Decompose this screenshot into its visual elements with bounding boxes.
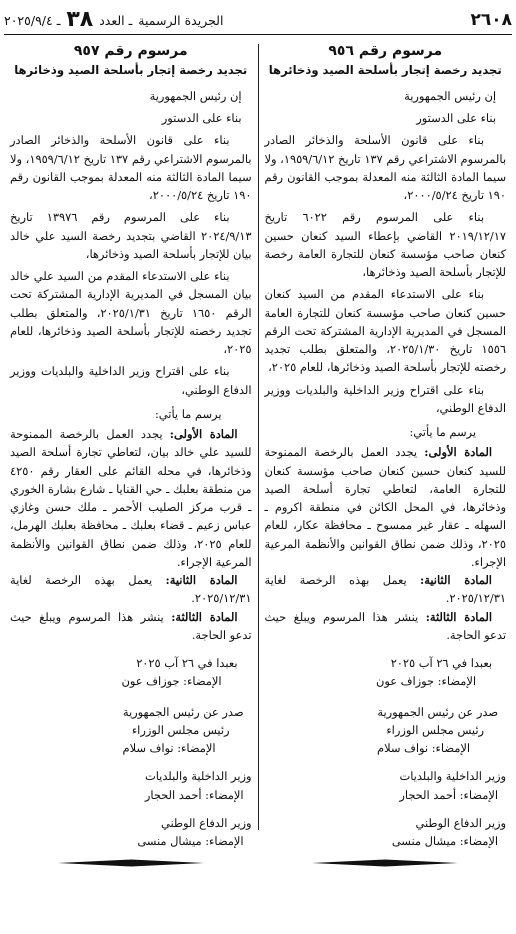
end-ornament-icon	[310, 858, 460, 868]
pm-title: رئيس مجلس الوزراء	[386, 722, 484, 737]
signature-block	[265, 703, 507, 851]
article-label: المادة الثانية:	[165, 573, 238, 587]
president-signature: الإمضاء: جوزاف عون	[121, 674, 222, 689]
end-ornament	[265, 858, 507, 868]
preamble-paragraph: بناء على قانون الأسلحة والذخائر الصادر بالمرسوم الاشتراعي رقم ١٣٧ تاريخ ١٩٥٩/٦/١٢، ولا سيما المادة الثالثة منه المعدلة بموجب القانون رقم ١٩٠ تاريخ ٢٠٠٠/٥/٢٤،	[10, 133, 252, 203]
article-label: المادة الثانية:	[420, 573, 492, 587]
preamble-paragraph: بناء على المرسوم رقم ٦٠٢٢ تاريخ ٢٠١٩/١٢/١٧ القاضي بإعطاء السيد كنعان حسين كنعان صاحب مؤسسة كنعان للتجارة العامة رخصة للإتجار بأسلحة الصيد وذخائرها،	[264, 210, 506, 280]
article-1	[265, 443, 507, 571]
defense-minister-title: وزير الدفاع الوطني	[160, 815, 252, 830]
article-text: ينشر هذا المرسوم ويبلغ حيث تدعو الحاجة.	[264, 609, 506, 642]
preamble-paragraph: بناء على المرسوم رقم ١٣٩٧٦ تاريخ ٢٠٢٤/٩/١٣ القاضي بتجديد رخصة السيد علي خالد بيان للإتجار بأسلحة الصيد وذخائرها،	[10, 210, 252, 261]
article-text: يجدد العمل بالرخصة الممنوحة للسيد علي خالد بيان، لتعاطي تجارة أسلحة الصيد وذخائرها، في محله القائم على العقار رقم ٤٢٥٠ من منطقة بعلبك ـ حي القنايا ـ شارع بشارة الخوري ـ قرب مركز الصليب الأحمر ـ ملك حسن وغازي عباس زعيم ـ قضاء بعلبك ـ محافظة بعلبك الهرمل، للعام ٢٠٢٥، وذلك ضمن نطاق القوانين والأنظمة المرعية الإجراء.	[10, 427, 252, 569]
preamble-line: إن رئيس الجمهورية	[149, 88, 242, 103]
article-text: يعمل بهذه الرخصة لغاية ٢٠٢٥/١٢/٣١.	[10, 573, 252, 606]
article-label: المادة الأولى:	[169, 427, 238, 441]
preamble-line: إن رئيس الجمهورية	[404, 88, 496, 103]
column-divider	[258, 44, 259, 830]
page-header	[4, 6, 512, 34]
preamble-paragraph: بناء على الاستدعاء المقدم من السيد علي خالد بيان المسجل في المديرية الإدارية المشتركة تحت الرقم ١٦٥٠ تاريخ ٢٠٢٥/١/٣١، والمتعلق بطلب تجديد رخصته للإتجار بأسلحة الصيد وذخائرها، للعام ٢٠٢٥،	[10, 269, 252, 357]
article-2	[265, 571, 507, 608]
gazette-name: الجريدة الرسمية	[138, 12, 224, 28]
interior-minister-signature: الإمضاء: أحمد الحجار	[144, 787, 244, 802]
date-line: بعبدا في ٢٦ آب ٢٠٢٥	[136, 656, 238, 670]
end-ornament-icon	[56, 858, 206, 868]
preamble-paragraph: بناء على اقتراح وزير الداخلية والبلديات ووزير الدفاع الوطني،	[264, 382, 506, 415]
preamble-paragraph: بناء على قانون الأسلحة والذخائر الصادر بالمرسوم الاشتراعي رقم ١٣٧ تاريخ ١٩٥٩/٦/١٢، ولا سيما المادة الثالثة منه المعدلة بموجب القانون رقم ١٩٠ تاريخ ٢٠٠٠/٥/٢٤،	[264, 133, 506, 203]
article-text: ينشر هذا المرسوم ويبلغ حيث تدعو الحاجة.	[10, 609, 252, 642]
interior-minister-title: وزير الداخلية والبلديات	[399, 769, 506, 784]
pm-signature: الإمضاء: نواف سلام	[122, 741, 216, 755]
defense-minister-title: وزير الدفاع الوطني	[415, 815, 506, 830]
defense-minister-signature: الإمضاء: ميشال منسى	[137, 834, 244, 848]
decree-subtitle: تجديد رخصة إتجار بأسلحة الصيد وذخائرها	[14, 62, 248, 77]
header-rule	[4, 34, 512, 35]
article-3	[265, 608, 507, 645]
decree-column-right	[259, 40, 513, 930]
end-ornament	[10, 858, 252, 868]
issue-date: ـ ٢٠٢٥/٩/٤	[4, 12, 61, 28]
preamble-paragraph: بناء على اقتراح وزير الداخلية والبلديات ووزير الدفاع الوطني،	[10, 364, 252, 397]
preamble-line: بناء على الدستور	[416, 111, 496, 126]
preamble-line: بناء على الدستور	[161, 111, 242, 126]
decrees-line: يرسم ما يأتي:	[409, 425, 476, 440]
decree-title: مرسوم رقم ٩٥٦	[328, 43, 443, 59]
pm-title: رئيس مجلس الوزراء	[131, 722, 230, 737]
article-label: المادة الأولى:	[424, 445, 492, 460]
issue-label: ـ العدد	[99, 12, 133, 28]
date-line: بعبدا في ٢٦ آب ٢٠٢٥	[390, 656, 492, 670]
decrees-line: يرسم ما يأتي:	[154, 406, 222, 421]
issued-by: صدر عن رئيس الجمهورية	[377, 704, 498, 719]
president-signature: الإمضاء: جوزاف عون	[376, 674, 476, 689]
decree-subtitle: تجديد رخصة إتجار بأسلحة الصيد وذخائرها	[268, 62, 502, 77]
interior-minister-title: وزير الداخلية والبلديات	[144, 769, 252, 784]
issued-by: صدر عن رئيس الجمهورية	[122, 704, 244, 719]
article-label: المادة الثالثة:	[425, 609, 493, 624]
columns	[4, 40, 512, 930]
issue-number: ٣٨	[66, 7, 94, 32]
decree-title: مرسوم رقم ٩٥٧	[73, 43, 188, 59]
article-text: يجدد العمل بالرخصة الممنوحة للسيد كنعان حسين كنعان صاحب مؤسسة كنعان للتجارة العامة، لتعاطي تجارة أسلحة الصيد وذخائرها، في المحل الكائن في منطقة اكروم ـ السهله ـ عقار غير ممسوح ـ محافظة عكار، للعام ٢٠٢٥، وذلك ضمن نطاق القوانين والأنظمة المرعية الإجراء.	[264, 445, 506, 569]
interior-minister-signature: الإمضاء: أحمد الحجار	[399, 787, 498, 802]
gazette-info	[4, 9, 223, 31]
decree-column-left	[4, 40, 258, 930]
pm-signature: الإمضاء: نواف سلام	[377, 741, 470, 755]
preamble-paragraph: بناء على الاستدعاء المقدم من السيد كنعان حسين كنعان صاحب مؤسسة كنعان للتجارة العامة المسجل في المديرية الإدارية المشتركة تحت الرقم ١٥٥٦ تاريخ ٢٠٢٥/١/٣٠، والمتعلق بطلب تجديد رخصته للإتجار بأسلحة الصيد وذخائرها، للعام ٢٠٢٥،	[264, 287, 506, 375]
article-1	[10, 425, 252, 571]
article-2	[10, 571, 252, 608]
page-number: ٢٦٠٨	[470, 10, 512, 30]
article-label: المادة الثالثة:	[171, 609, 238, 624]
signature-block	[10, 703, 252, 851]
defense-minister-signature: الإمضاء: ميشال منسى	[391, 834, 498, 848]
article-text: يعمل بهذه الرخصة لغاية ٢٠٢٥/١٢/٣١.	[264, 573, 506, 606]
article-3	[10, 608, 252, 645]
